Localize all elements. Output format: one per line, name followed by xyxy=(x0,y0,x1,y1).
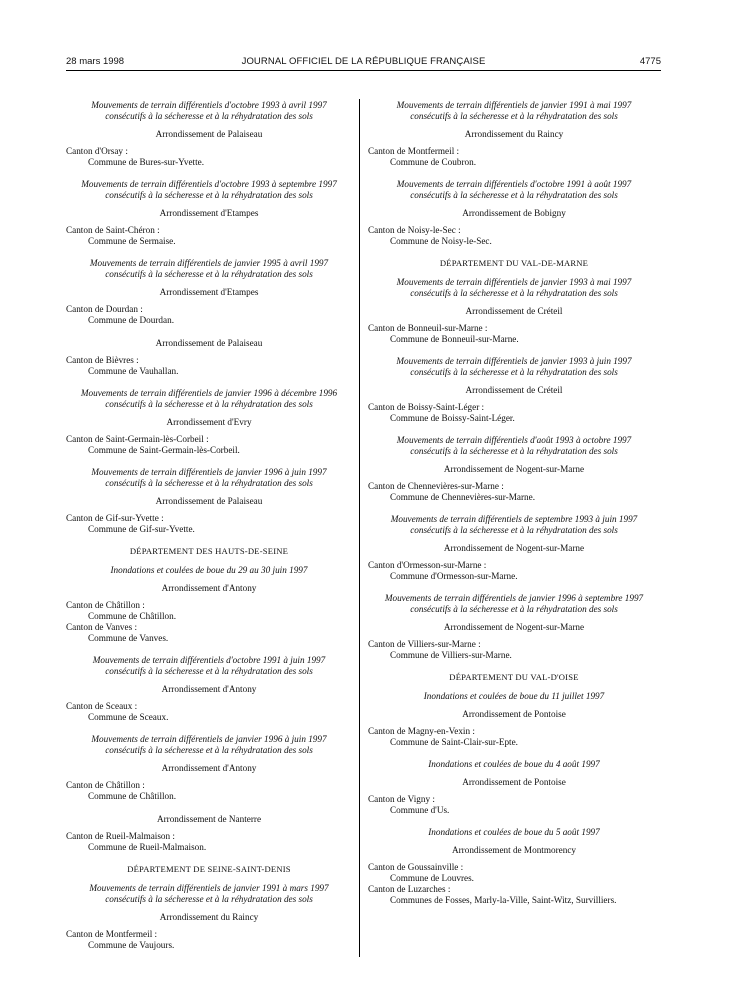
commune-line: Commune de Chennevières-sur-Marne. xyxy=(390,492,535,502)
canton-line: Canton de Dourdan : xyxy=(66,304,143,314)
section-heading: Mouvements de terrain différentiels de septembre 1993 à juin 1997 consécutifs à la sécheresse et à la réhydratation des sols xyxy=(390,514,638,535)
arrondissement-heading: Arrondissement de Pontoise xyxy=(462,777,566,787)
canton-line: Canton de Sceaux : xyxy=(66,701,138,711)
arrondissement-heading: Arrondissement de Créteil xyxy=(465,385,563,395)
section-heading: Mouvements de terrain différentiels de janvier 1996 à décembre 1996 consécutifs à la sécheresse et à la réhydratation des sols xyxy=(80,388,338,409)
arrondissement-heading: Arrondissement de Nogent-sur-Marne xyxy=(443,622,585,632)
section-heading: Mouvements de terrain différentiels de janvier 1991 à mars 1997 consécutifs à la sécheresse et à la réhydratation des sols xyxy=(89,883,329,904)
arrondissement-heading: Arrondissement d'Antony xyxy=(161,684,257,694)
page-header xyxy=(66,56,661,70)
arrondissement-heading: Arrondissement de Créteil xyxy=(465,306,563,316)
page-number: 4775 xyxy=(639,56,661,67)
canton-line: Canton de Bonneuil-sur-Marne : xyxy=(368,323,488,333)
arrondissement-heading: Arrondissement de Palaiseau xyxy=(155,496,263,506)
commune-line: Commune de Rueil-Malmaison. xyxy=(88,842,207,852)
section-heading: Mouvements de terrain différentiels de janvier 1996 à septembre 1997 consécutifs à la sécheresse et à la réhydratation des sols xyxy=(384,593,644,614)
arrondissement-heading: Arrondissement de Palaiseau xyxy=(155,129,263,139)
canton-line: Canton de Montfermeil : xyxy=(66,929,158,939)
commune-line: Commune de Bonneuil-sur-Marne. xyxy=(390,334,519,344)
section-heading: Mouvements de terrain différentiels de janvier 1993 à juin 1997 consécutifs à la sécheresse et à la réhydratation des sols xyxy=(396,356,632,377)
commune-line: Communes de Fosses, Marly-la-Ville, Saint-Witz, Survilliers. xyxy=(390,895,617,905)
commune-line: Commune de Sceaux. xyxy=(88,712,169,722)
section-heading: Mouvements de terrain différentiels de janvier 1996 à juin 1997 consécutifs à la sécheresse et à la réhydratation des sols xyxy=(91,467,327,488)
department-heading: DÉPARTEMENT DE SEINE-SAINT-DENIS xyxy=(127,864,291,874)
canton-line: Canton d'Ormesson-sur-Marne : xyxy=(368,560,487,570)
arrondissement-heading: Arrondissement du Raincy xyxy=(159,912,259,922)
canton-line: Canton de Gif-sur-Yvette : xyxy=(66,513,164,523)
section-heading: Inondations et coulées de boue du 4 août 1997 xyxy=(428,759,600,769)
arrondissement-heading: Arrondissement de Bobigny xyxy=(462,208,566,218)
commune-line: Commune de Dourdan. xyxy=(88,315,174,325)
section-heading: Inondations et coulées de boue du 5 août 1997 xyxy=(428,827,600,837)
commune-line: Commune de Louvres. xyxy=(390,873,474,883)
canton-line: Canton de Rueil-Malmaison : xyxy=(66,831,175,841)
arrondissement-heading: Arrondissement de Pontoise xyxy=(462,709,566,719)
commune-line: Commune de Bures-sur-Yvette. xyxy=(88,157,205,167)
commune-line: Commune d'Us. xyxy=(390,805,450,815)
arrondissement-heading: Arrondissement d'Etampes xyxy=(159,208,259,218)
canton-line: Canton de Villiers-sur-Marne : xyxy=(368,639,481,649)
commune-line: Commune de Vaujours. xyxy=(88,940,175,950)
canton-line: Canton de Montfermeil : xyxy=(368,146,460,156)
arrondissement-heading: Arrondissement de Palaiseau xyxy=(155,338,263,348)
canton-line: Canton de Goussainville : xyxy=(368,862,464,872)
section-heading: Mouvements de terrain différentiels d'octobre 1993 à septembre 1997 consécutifs à la sécheresse et à la réhydratation des sols xyxy=(81,179,337,200)
arrondissement-heading: Arrondissement d'Etampes xyxy=(159,287,259,297)
canton-line: Canton de Magny-en-Vexin : xyxy=(368,726,475,736)
canton-line: Canton de Saint-Germain-lès-Corbeil : xyxy=(66,434,209,444)
canton-line: Canton de Luzarches : xyxy=(368,884,451,894)
commune-line: Commune de Saint-Germain-lès-Corbeil. xyxy=(88,445,240,455)
arrondissement-heading: Arrondissement de Nogent-sur-Marne xyxy=(443,543,585,553)
canton-line: Canton de Châtillon : xyxy=(66,780,145,790)
header-date: 28 mars 1998 xyxy=(66,56,125,67)
section-heading: Mouvements de terrain différentiels de janvier 1993 à mai 1997 consécutifs à la sécheresse et à la réhydratation des sols xyxy=(396,277,632,298)
department-heading: DÉPARTEMENT DES HAUTS-DE-SEINE xyxy=(129,546,289,556)
section-heading: Mouvements de terrain différentiels d'octobre 1991 à juin 1997 consécutifs à la sécheresse et à la réhydratation des sols xyxy=(92,655,326,676)
section-heading: Mouvements de terrain différentiels d'octobre 1993 à avril 1997 consécutifs à la sécheresse et à la réhydratation des sols xyxy=(91,100,327,121)
section-heading: Mouvements de terrain différentiels de janvier 1996 à juin 1997 consécutifs à la sécheresse et à la réhydratation des sols xyxy=(91,734,327,755)
section-heading: Inondations et coulées de boue du 29 au 30 juin 1997 xyxy=(110,565,308,575)
journal-title: JOURNAL OFFICIEL DE LA RÉPUBLIQUE FRANÇAISE xyxy=(241,56,486,67)
commune-line: Commune de Châtillon. xyxy=(88,791,177,801)
commune-line: Commune de Boissy-Saint-Léger. xyxy=(390,413,515,423)
commune-line: Commune d'Ormesson-sur-Marne. xyxy=(390,571,518,581)
commune-line: Commune de Villiers-sur-Marne. xyxy=(390,650,512,660)
arrondissement-heading: Arrondissement de Nanterre xyxy=(156,814,262,824)
section-heading: Inondations et coulées de boue du 11 juillet 1997 xyxy=(423,691,605,701)
canton-line: Canton de Vanves : xyxy=(66,622,138,632)
arrondissement-heading: Arrondissement d'Evry xyxy=(166,417,252,427)
canton-line: Canton d'Orsay : xyxy=(66,146,128,156)
commune-line: Commune de Saint-Clair-sur-Epte. xyxy=(390,737,518,747)
commune-line: Commune de Vanves. xyxy=(88,633,169,643)
column-divider xyxy=(359,99,360,957)
section-heading: Mouvements de terrain différentiels d'août 1993 à octobre 1997 consécutifs à la sécheresse et à la réhydratation des sols xyxy=(396,435,632,456)
commune-line: Commune de Vauhallan. xyxy=(88,366,179,376)
canton-line: Canton de Bièvres : xyxy=(66,355,139,365)
canton-line: Canton de Chennevières-sur-Marne : xyxy=(368,481,504,491)
commune-line: Commune de Sermaise. xyxy=(88,236,176,246)
commune-line: Commune de Coubron. xyxy=(390,157,476,167)
canton-line: Canton de Châtillon : xyxy=(66,600,145,610)
right-column xyxy=(368,100,660,906)
canton-line: Canton de Saint-Chéron : xyxy=(66,225,160,235)
department-heading: DÉPARTEMENT DU VAL-D'OISE xyxy=(449,672,579,682)
canton-line: Canton de Boissy-Saint-Léger : xyxy=(368,402,485,412)
section-heading: Mouvements de terrain différentiels de janvier 1991 à mai 1997 consécutifs à la sécheresse et à la réhydratation des sols xyxy=(396,100,632,121)
arrondissement-heading: Arrondissement d'Antony xyxy=(161,583,257,593)
canton-line: Canton de Noisy-le-Sec : xyxy=(368,225,461,235)
arrondissement-heading: Arrondissement du Raincy xyxy=(464,129,564,139)
commune-line: Commune de Gif-sur-Yvette. xyxy=(88,524,195,534)
arrondissement-heading: Arrondissement de Nogent-sur-Marne xyxy=(443,464,585,474)
commune-line: Commune de Noisy-le-Sec. xyxy=(390,236,492,246)
commune-line: Commune de Châtillon. xyxy=(88,611,177,621)
canton-line: Canton de Vigny : xyxy=(368,794,435,804)
department-heading: DÉPARTEMENT DU VAL-DE-MARNE xyxy=(439,258,589,268)
arrondissement-heading: Arrondissement de Montmorency xyxy=(451,845,576,855)
arrondissement-heading: Arrondissement d'Antony xyxy=(161,763,257,773)
left-column xyxy=(66,100,352,951)
section-heading: Mouvements de terrain différentiels de janvier 1995 à avril 1997 consécutifs à la sécheresse et à la réhydratation des sols xyxy=(89,258,329,279)
section-heading: Mouvements de terrain différentiels d'octobre 1991 à août 1997 consécutifs à la sécheresse et à la réhydratation des sols xyxy=(396,179,632,200)
header-rule xyxy=(66,70,661,71)
